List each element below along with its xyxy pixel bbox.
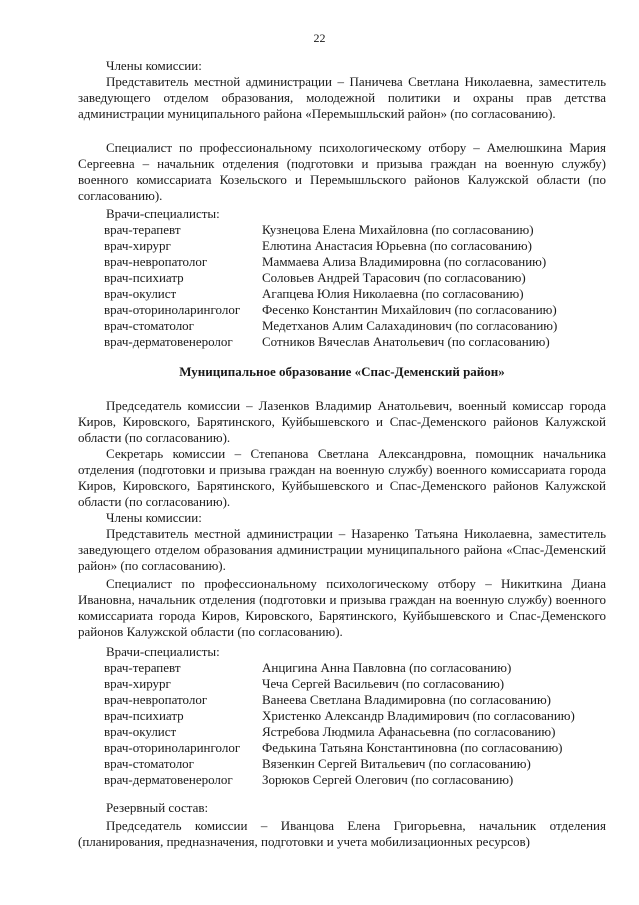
section-doctors-heading: Врачи-специалисты: <box>106 644 220 659</box>
doctor-role: врач-невропатолог <box>104 692 208 707</box>
doctor-role: врач-психиатр <box>104 708 184 723</box>
top-doctor-row <box>78 302 606 318</box>
section-admin-representative: Представитель местной администрации – Назаренко Татьяна Николаевна, заместитель заведующего отделом образования администрации муниципального района «Спас-Деменский район» (по согласованию). <box>78 526 606 573</box>
doctor-name: Ястребова Людмила Афанасьевна (по согласованию) <box>262 724 556 739</box>
doctor-role: врач-невропатолог <box>104 254 208 269</box>
doctor-name: Зорюков Сергей Олегович (по согласованию) <box>262 772 514 787</box>
section-chair: Председатель комиссии – Лазенков Владимир Анатольевич, военный комиссар города Киров, Кировского, Барятинского, Куйбышевского и Спас-Деменского районов Калужской области (по согласованию). <box>78 398 606 445</box>
doctor-role: врач-психиатр <box>104 270 184 285</box>
section-doctor-row <box>78 756 606 772</box>
top-doctor-row <box>78 222 606 238</box>
section-doctor-row <box>78 660 606 676</box>
page-number: 22 <box>313 31 326 45</box>
doctor-name: Кузнецова Елена Михайловна (по согласованию) <box>262 222 534 237</box>
doctor-role: врач-оториноларинголог <box>104 302 241 317</box>
doctor-role: врач-терапевт <box>104 222 181 237</box>
top-doctor-row <box>78 286 606 302</box>
section-doctor-row <box>78 724 606 740</box>
doctor-role: врач-дерматовенеролог <box>104 772 233 787</box>
section-doctor-row <box>78 692 606 708</box>
doctor-role: врач-хирург <box>104 676 171 691</box>
doctor-role: врач-оториноларинголог <box>104 740 241 755</box>
top-psych-specialist: Специалист по профессиональному психологическому отбору – Амелюшкина Мария Сергеевна – начальник отделения (подготовки и призыва граждан на военную службу) военного комиссариата Козельского и Перемышльского районов Калужской области (по согласованию). <box>78 140 606 203</box>
top-doctor-row <box>78 238 606 254</box>
section-title: Муниципальное образование «Спас-Деменский район» <box>179 364 505 379</box>
doctor-name: Агапцева Юлия Николаевна (по согласованию) <box>262 286 524 301</box>
doctor-role: врач-стоматолог <box>104 756 195 771</box>
doctor-role: врач-окулист <box>104 724 177 739</box>
top-admin-representative: Представитель местной администрации – Паничева Светлана Николаевна, заместитель заведующего отделом образования, молодежной политики и охраны прав детства администрации муниципального района «Перемышльский район» (по согласованию). <box>78 74 606 121</box>
doctor-name: Чеча Сергей Васильевич (по согласованию) <box>262 676 505 691</box>
top-doctors-heading: Врачи-специалисты: <box>106 206 220 221</box>
section-doctor-row <box>78 708 606 724</box>
doctor-name: Медетханов Алим Салахадинович (по согласованию) <box>262 318 558 333</box>
doctor-name: Христенко Александр Владимирович (по согласованию) <box>262 708 575 723</box>
top-members-heading: Члены комиссии: <box>106 58 202 73</box>
section-doctor-row <box>78 740 606 756</box>
section-secretary: Секретарь комиссии – Степанова Светлана Александровна, помощник начальника отделения (подготовки и призыва граждан на военную службу) военного комиссариата города Киров, Кировского, Барятинского, Куйбышевского и Спас-Деменского районов Калужской области (по согласованию). <box>78 446 606 509</box>
doctor-name: Ванеева Светлана Владимировна (по согласованию) <box>262 692 552 707</box>
reserve-chair: Председатель комиссии – Иванцова Елена Григорьевна, начальник отделения (планирования, предназначения, подготовки и учета мобилизационных ресурсов) <box>78 818 606 849</box>
doctor-role: врач-дерматовенеролог <box>104 334 233 349</box>
doctor-name: Маммаева Ализа Владимировна (по согласованию) <box>262 254 547 269</box>
doctor-name: Елютина Анастасия Юрьевна (по согласованию) <box>262 238 532 253</box>
doctor-role: врач-терапевт <box>104 660 181 675</box>
top-doctors-list <box>78 222 606 350</box>
doctor-role: врач-хирург <box>104 238 171 253</box>
doctor-name: Фесенко Константин Михайлович (по согласованию) <box>262 302 557 317</box>
section-doctors-list <box>78 660 606 788</box>
doctor-name: Анцигина Анна Павловна (по согласованию) <box>262 660 512 675</box>
doctor-role: врач-стоматолог <box>104 318 195 333</box>
top-doctor-row <box>78 254 606 270</box>
top-doctor-row <box>78 334 606 350</box>
reserve-heading: Резервный состав: <box>106 800 209 815</box>
doctor-name: Вязенкин Сергей Витальевич (по согласованию) <box>262 756 531 771</box>
top-doctor-row <box>78 270 606 286</box>
top-doctor-row <box>78 318 606 334</box>
doctor-role: врач-окулист <box>104 286 177 301</box>
section-doctor-row <box>78 676 606 692</box>
doctor-name: Сотников Вячеслав Анатольевич (по согласованию) <box>262 334 550 349</box>
doctor-name: Соловьев Андрей Тарасович (по согласованию) <box>262 270 526 285</box>
section-doctor-row <box>78 772 606 788</box>
section-psych-specialist: Специалист по профессиональному психологическому отбору – Никиткина Диана Ивановна, начальник отделения (подготовки и призыва граждан на военную службу) военного комиссариата города Киров, Кировского, Барятинского, Куйбышевского и Спас-Деменского районов Калужской области (по согласованию). <box>78 576 606 639</box>
doctor-name: Федькина Татьяна Константиновна (по согласованию) <box>262 740 563 755</box>
section-members-heading: Члены комиссии: <box>106 510 202 525</box>
